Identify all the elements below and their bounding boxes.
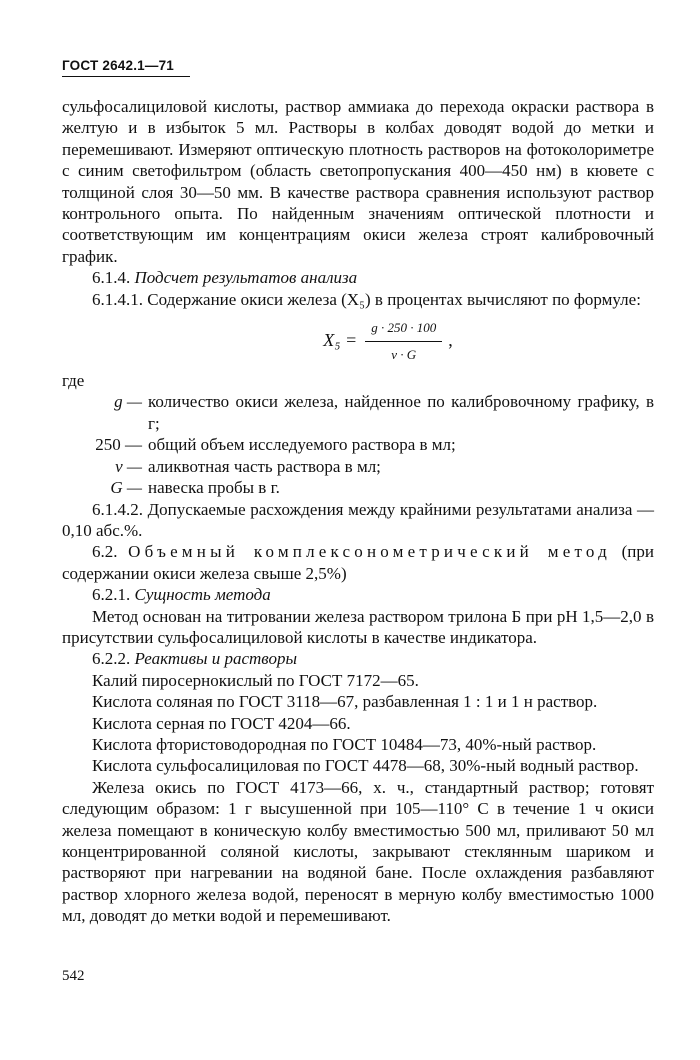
formula-lhs: X₅ = [323, 330, 358, 351]
definition-item [62, 391, 654, 434]
definitions-list [62, 391, 654, 498]
definition-text: навеска пробы в г. [148, 478, 280, 498]
section-6-1-4-2: 6.1.4.2. Допускаемые расхождения между крайними результатами анализа — 0,10 абс.%. [62, 499, 654, 540]
formula-fraction [365, 317, 442, 365]
section-title-spaced: Объемный комплексонометрический метод [128, 542, 611, 562]
page-number: 542 [62, 968, 85, 984]
section-6-2-1-heading [62, 584, 654, 605]
section-title-tail: (при содержании окиси железа свыше 2,5%) [62, 542, 654, 583]
definition-symbol: G — [110, 478, 142, 498]
section-6-2-2-heading [62, 648, 654, 669]
page-body [62, 96, 654, 927]
reagent-item: Кислота сульфосалициловая по ГОСТ 4478—68, 30%-ный водный раствор. [92, 756, 639, 776]
section-number: 6.2. [92, 542, 118, 562]
section-6-1-4-1: 6.1.4.1. Содержание окиси железа (X₅) в процентах вычисляют по формуле: [92, 289, 641, 309]
section-number: 6.2.2. [92, 649, 131, 669]
definition-text: общий объем исследуемого раствора в мл; [148, 435, 456, 455]
definition-symbol: g — [114, 392, 142, 412]
definition-symbol: v — [115, 456, 142, 476]
reagent-item: Калий пиросернокислый по ГОСТ 7172—65. [92, 670, 419, 690]
document-header: ГОСТ 2642.1—71 [62, 58, 174, 73]
reagent-item: Кислота соляная по ГОСТ 3118—67, разбавленная 1 : 1 и 1 н раствор. [92, 692, 598, 712]
paragraph-calibration: сульфосалициловой кислоты, раствор аммиака до перехода окраски раствора в желтую и в избыток 5 мл. Растворы в колбах доводят водой до метки и перемешивают. Измеряют оптическую плотность растворов на фотоколориметре с синим светофильтром (область светопропускания 400—450 нм) в кювете с толщиной слоя 30—50 мм. В качестве раствора сравнения используют раствор контрольного опыта. По найденным значениям оптической плотности и соответствующим им концентрациям окиси железа строят калибровочный график. [62, 97, 654, 266]
paragraph-essence: Метод основан на титровании железа раствором трилона Б при pH 1,5—2,0 в присутствии сульфосалициловой кислоты в качестве индикатора. [62, 606, 654, 647]
reagent-item: Железа окись по ГОСТ 4173—66, х. ч., стандартный раствор; готовят следующим образом: 1 г высушенной при 105—110° С в течение 1 ч окиси железа помещают в коническую колбу вместимостью 500 мл, приливают 50 мл концентрированной соляной кислоты, закрывают стеклянным шариком и растворяют при нагревании на водяной бане. После охлаждения разбавляют раствор хлорного железа водой, переносят в мерную колбу вместимостью 1000 мл, доводят до метки водой и перемешивают. [62, 777, 654, 926]
definition-item [62, 456, 654, 477]
formula-x5 [122, 318, 654, 364]
section-title: Сущность метода [134, 585, 271, 605]
definition-item [62, 477, 654, 498]
section-title: Подсчет результатов анализа [134, 268, 358, 288]
definition-item [62, 434, 654, 455]
section-6-2-heading [62, 541, 654, 584]
header-rule [62, 76, 190, 77]
section-6-1-4-heading [62, 267, 654, 288]
section-number: 6.2.1. [92, 585, 131, 605]
formula-denominator: v · G [391, 346, 417, 362]
where-label: где [62, 371, 85, 391]
formula-numerator: g · 250 · 100 [365, 317, 442, 341]
definition-text: аликвотная часть раствора в мл; [148, 456, 381, 476]
section-number: 6.1.4. [92, 268, 131, 288]
section-title: Реактивы и растворы [134, 649, 297, 669]
definition-symbol: 250 — [95, 435, 142, 455]
reagent-item: Кислота серная по ГОСТ 4204—66. [92, 713, 351, 733]
definition-text: количество окиси железа, найденное по калибровочному графику, в г; [148, 392, 654, 433]
reagent-item: Кислота фтористоводородная по ГОСТ 10484—73, 40%-ный раствор. [92, 734, 597, 754]
formula-comma: , [448, 330, 453, 351]
